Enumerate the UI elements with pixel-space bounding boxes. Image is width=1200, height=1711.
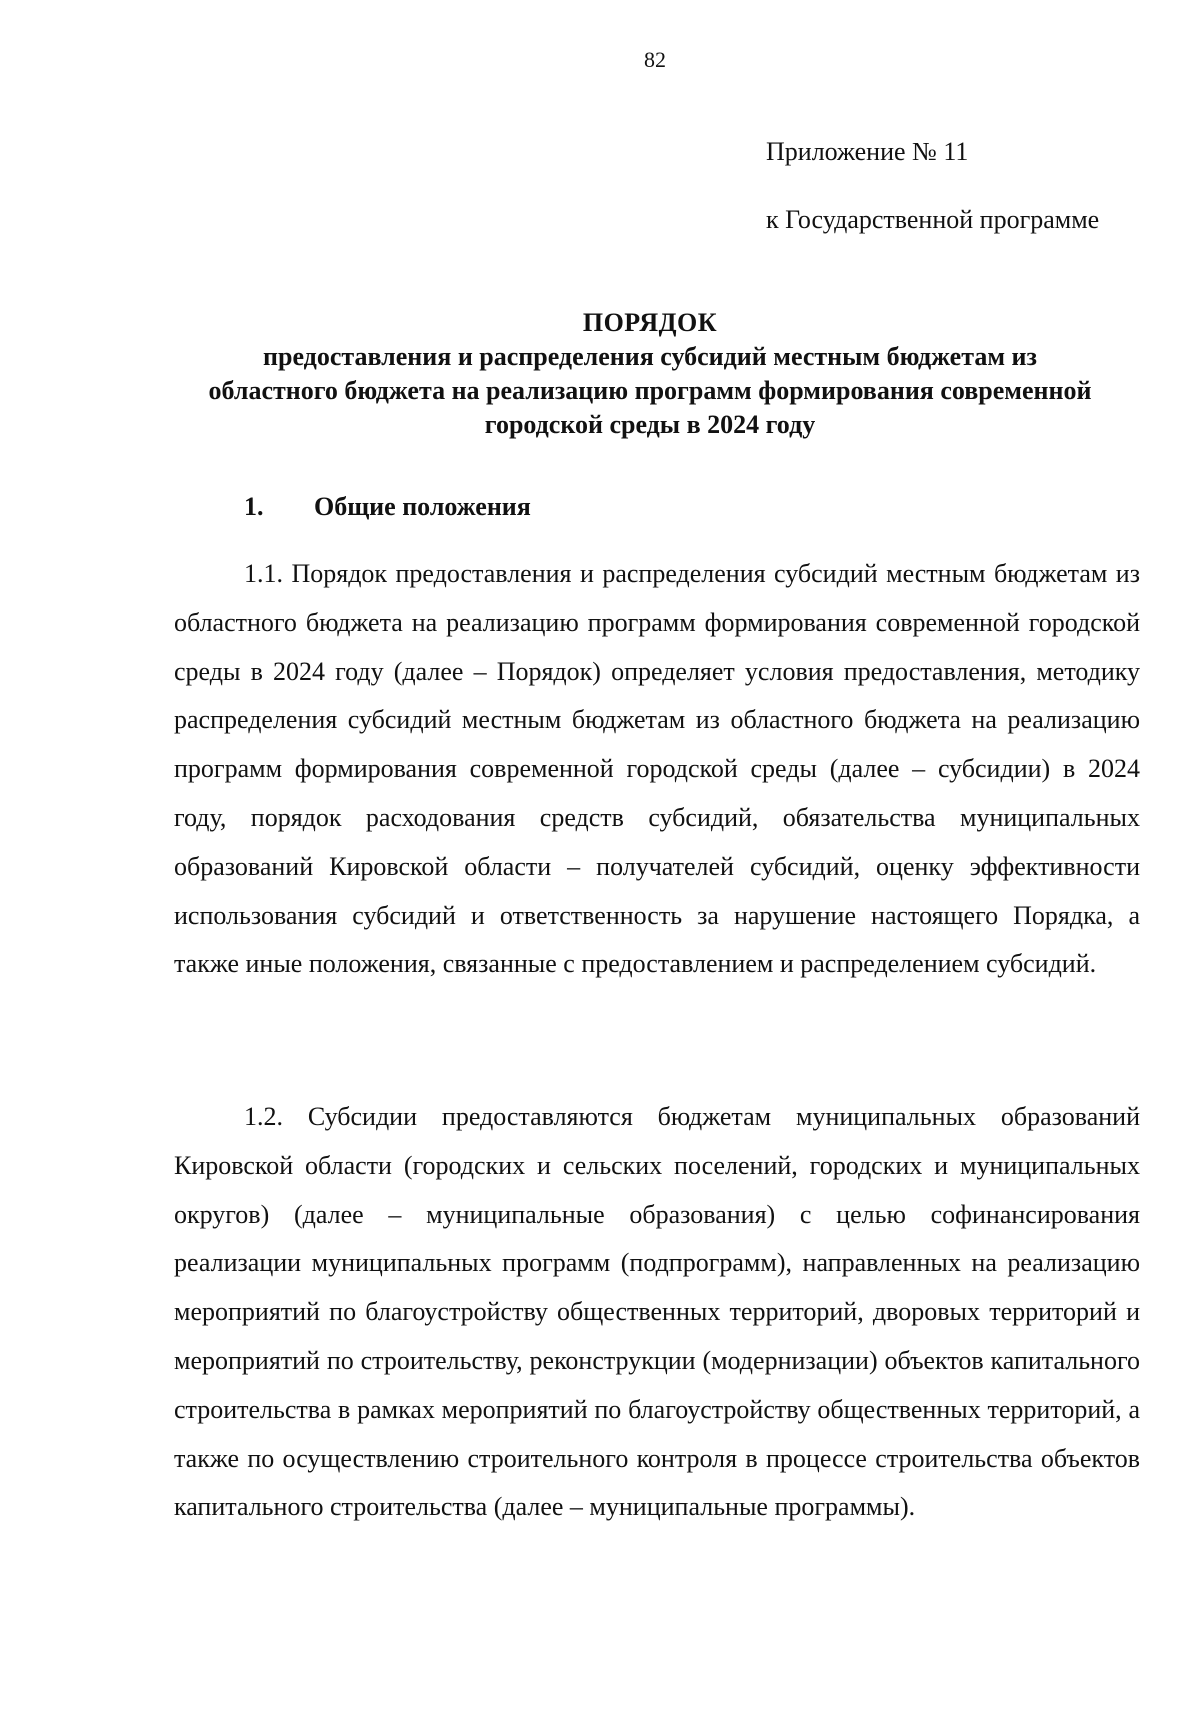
document-subtitle-line-1: предоставления и распределения субсидий местным бюджетам из	[263, 342, 1037, 371]
paragraph-1-1: 1.1. Порядок предоставления и распределения субсидий местным бюджетам из областного бюджета на реализацию программ формирования современной городской среды в 2024 году (далее – Порядок) определяет условия предоставления, методику распределения субсидий местным бюджетам из областного бюджета на реализацию программ формирования современной городской среды (далее – субсидии) в 2024 году, порядок расходования средств субсидий, обязательства муниципальных образований Кировской области – получателей субсидий, оценку эффективности использования субсидий и ответственность за нарушение настоящего Порядка, а также иные положения, связанные с предоставлением и распределением субсидий.	[174, 559, 1140, 979]
document-heading	[150, 306, 1150, 442]
section-heading	[244, 490, 531, 524]
section-title: Общие положения	[314, 492, 531, 521]
annex-title: Приложение № 11	[766, 137, 969, 166]
section-number: 1.	[244, 492, 264, 521]
annex-subtitle: к Государственной программе	[766, 205, 1100, 234]
document-subtitle-line-2: областного бюджета на реализацию программ формирования современной	[208, 376, 1092, 405]
document-subtitle-line-3: городской среды в 2024 году	[484, 410, 816, 439]
document-title: ПОРЯДОК	[582, 308, 718, 337]
page-number: 82	[644, 47, 666, 72]
paragraph-1-2: 1.2. Субсидии предоставляются бюджетам муниципальных образований Кировской области (городских и сельских поселений, городских и муниципальных округов) (далее – муниципальные образования) с целью софинансирования реализации муниципальных программ (подпрограмм), направленных на реализацию мероприятий по благоустройству общественных территорий, дворовых территорий и мероприятий по строительству, реконструкции (модернизации) объектов капитального строительства в рамках мероприятий по благоустройству общественных территорий, а также по осуществлению строительного контроля в процессе строительства объектов капитального строительства (далее – муниципальные программы).	[174, 1102, 1140, 1522]
